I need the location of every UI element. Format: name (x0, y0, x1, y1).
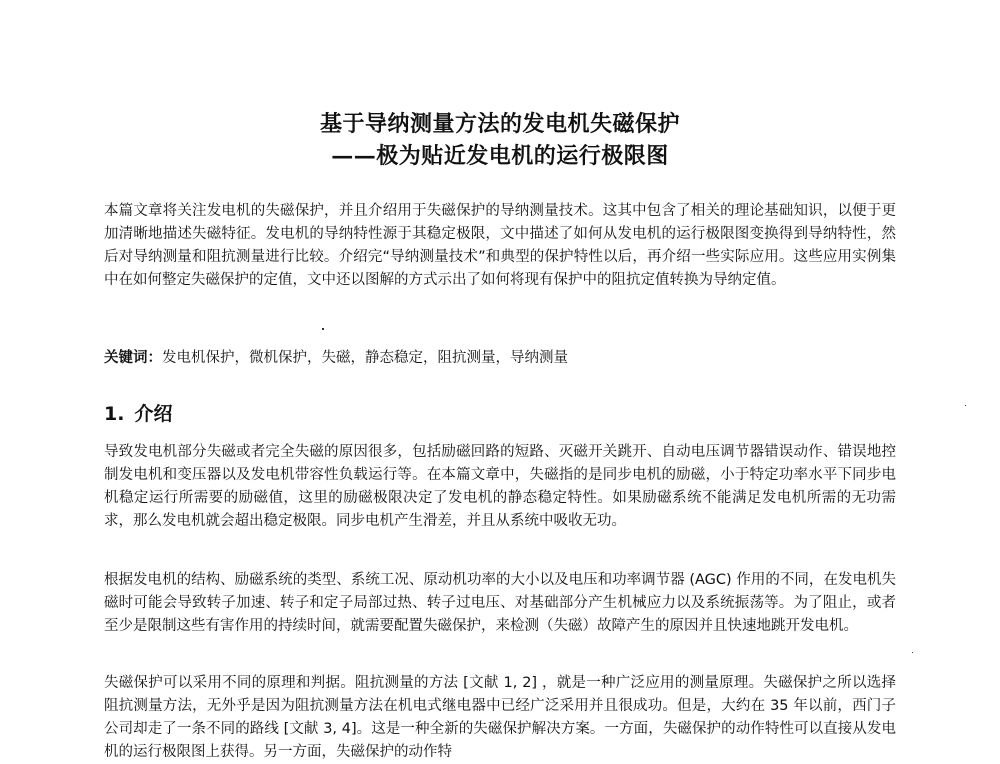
body-paragraph: 根据发电机的结构、励磁系统的类型、系统工况、原动机功率的大小以及电压和功率调节器 (AGC) 作用的不同，在发电机失磁时可能会导致转子加速、转子和定子局部过热、转子过电压、对基础部分产生机械应力以及系统振荡等。为了阻止，或者至少是限制这些有害作用的持续时间，就需要配置失磁保护，来检测（失磁）故障产生的原因并且快速地跳开发电机。 (104, 572, 896, 634)
body-paragraph: 失磁保护可以采用不同的原理和判据。阻抗测量的方法 [文献 1, 2] ，就是一种广泛应用的测量原理。失磁保护之所以选择阻抗测量方法，无外乎是因为阻抗测量方法在机电式继电器中已经广泛采用并且很成功。但是，大约在 35 年以前，西门子公司却走了一条不同的路线 [文献 3, 4]。这是一种全新的失磁保护解决方案。一方面，失磁保护的动作特性可以直接从发电机的运行极限图上获得。另一方面，失磁保护的动作特 (104, 675, 896, 760)
scan-speck (912, 652, 913, 653)
title-subtitle: ——极为贴近发电机的运行极限图 (331, 143, 669, 169)
scan-speck (965, 405, 966, 406)
keywords-text: 发电机保护，微机保护，失磁，静态稳定，阻抗测量，导纳测量 (162, 350, 568, 366)
title-main: 基于导纳测量方法的发电机失磁保护 (319, 111, 680, 137)
keywords-line (104, 347, 896, 370)
section-title: 介绍 (134, 403, 173, 425)
keywords-label: 关键词： (104, 350, 162, 366)
section-heading (104, 400, 172, 428)
paper-title (0, 108, 1000, 172)
section-number: 1. (104, 403, 125, 425)
abstract-paragraph: 本篇文章将关注发电机的失磁保护，并且介绍用于失磁保护的导纳测量技术。这其中包含了相关的理论基础知识，以便于更加清晰地描述失磁特征。发电机的导纳特性源于其稳定极限，文中描述了如何从发电机的运行极限图变换得到导纳特性，然后对导纳测量和阻抗测量进行比较。介绍完“导纳测量技术”和典型的保护特性以后，再介绍一些实际应用。这些应用实例集中在如何整定失磁保护的定值，文中还以图解的方式示出了如何将现有保护中的阻抗定值转换为导纳定值。 (104, 203, 896, 288)
body-paragraph: 导致发电机部分失磁或者完全失磁的原因很多，包括励磁回路的短路、灭磁开关跳开、自动电压调节器错误动作、错误地控制发电机和变压器以及发电机带容性负载运行等。在本篇文章中，失磁指的是同步电机的励磁，小于特定功率水平下同步电机稳定运行所需要的励磁值，这里的励磁极限决定了发电机的静态稳定特性。如果励磁系统不能满足发电机所需的无功需求，那么发电机就会超出稳定极限。同步电机产生滑差，并且从系统中吸收无功。 (104, 444, 896, 529)
scan-speck (322, 328, 324, 330)
